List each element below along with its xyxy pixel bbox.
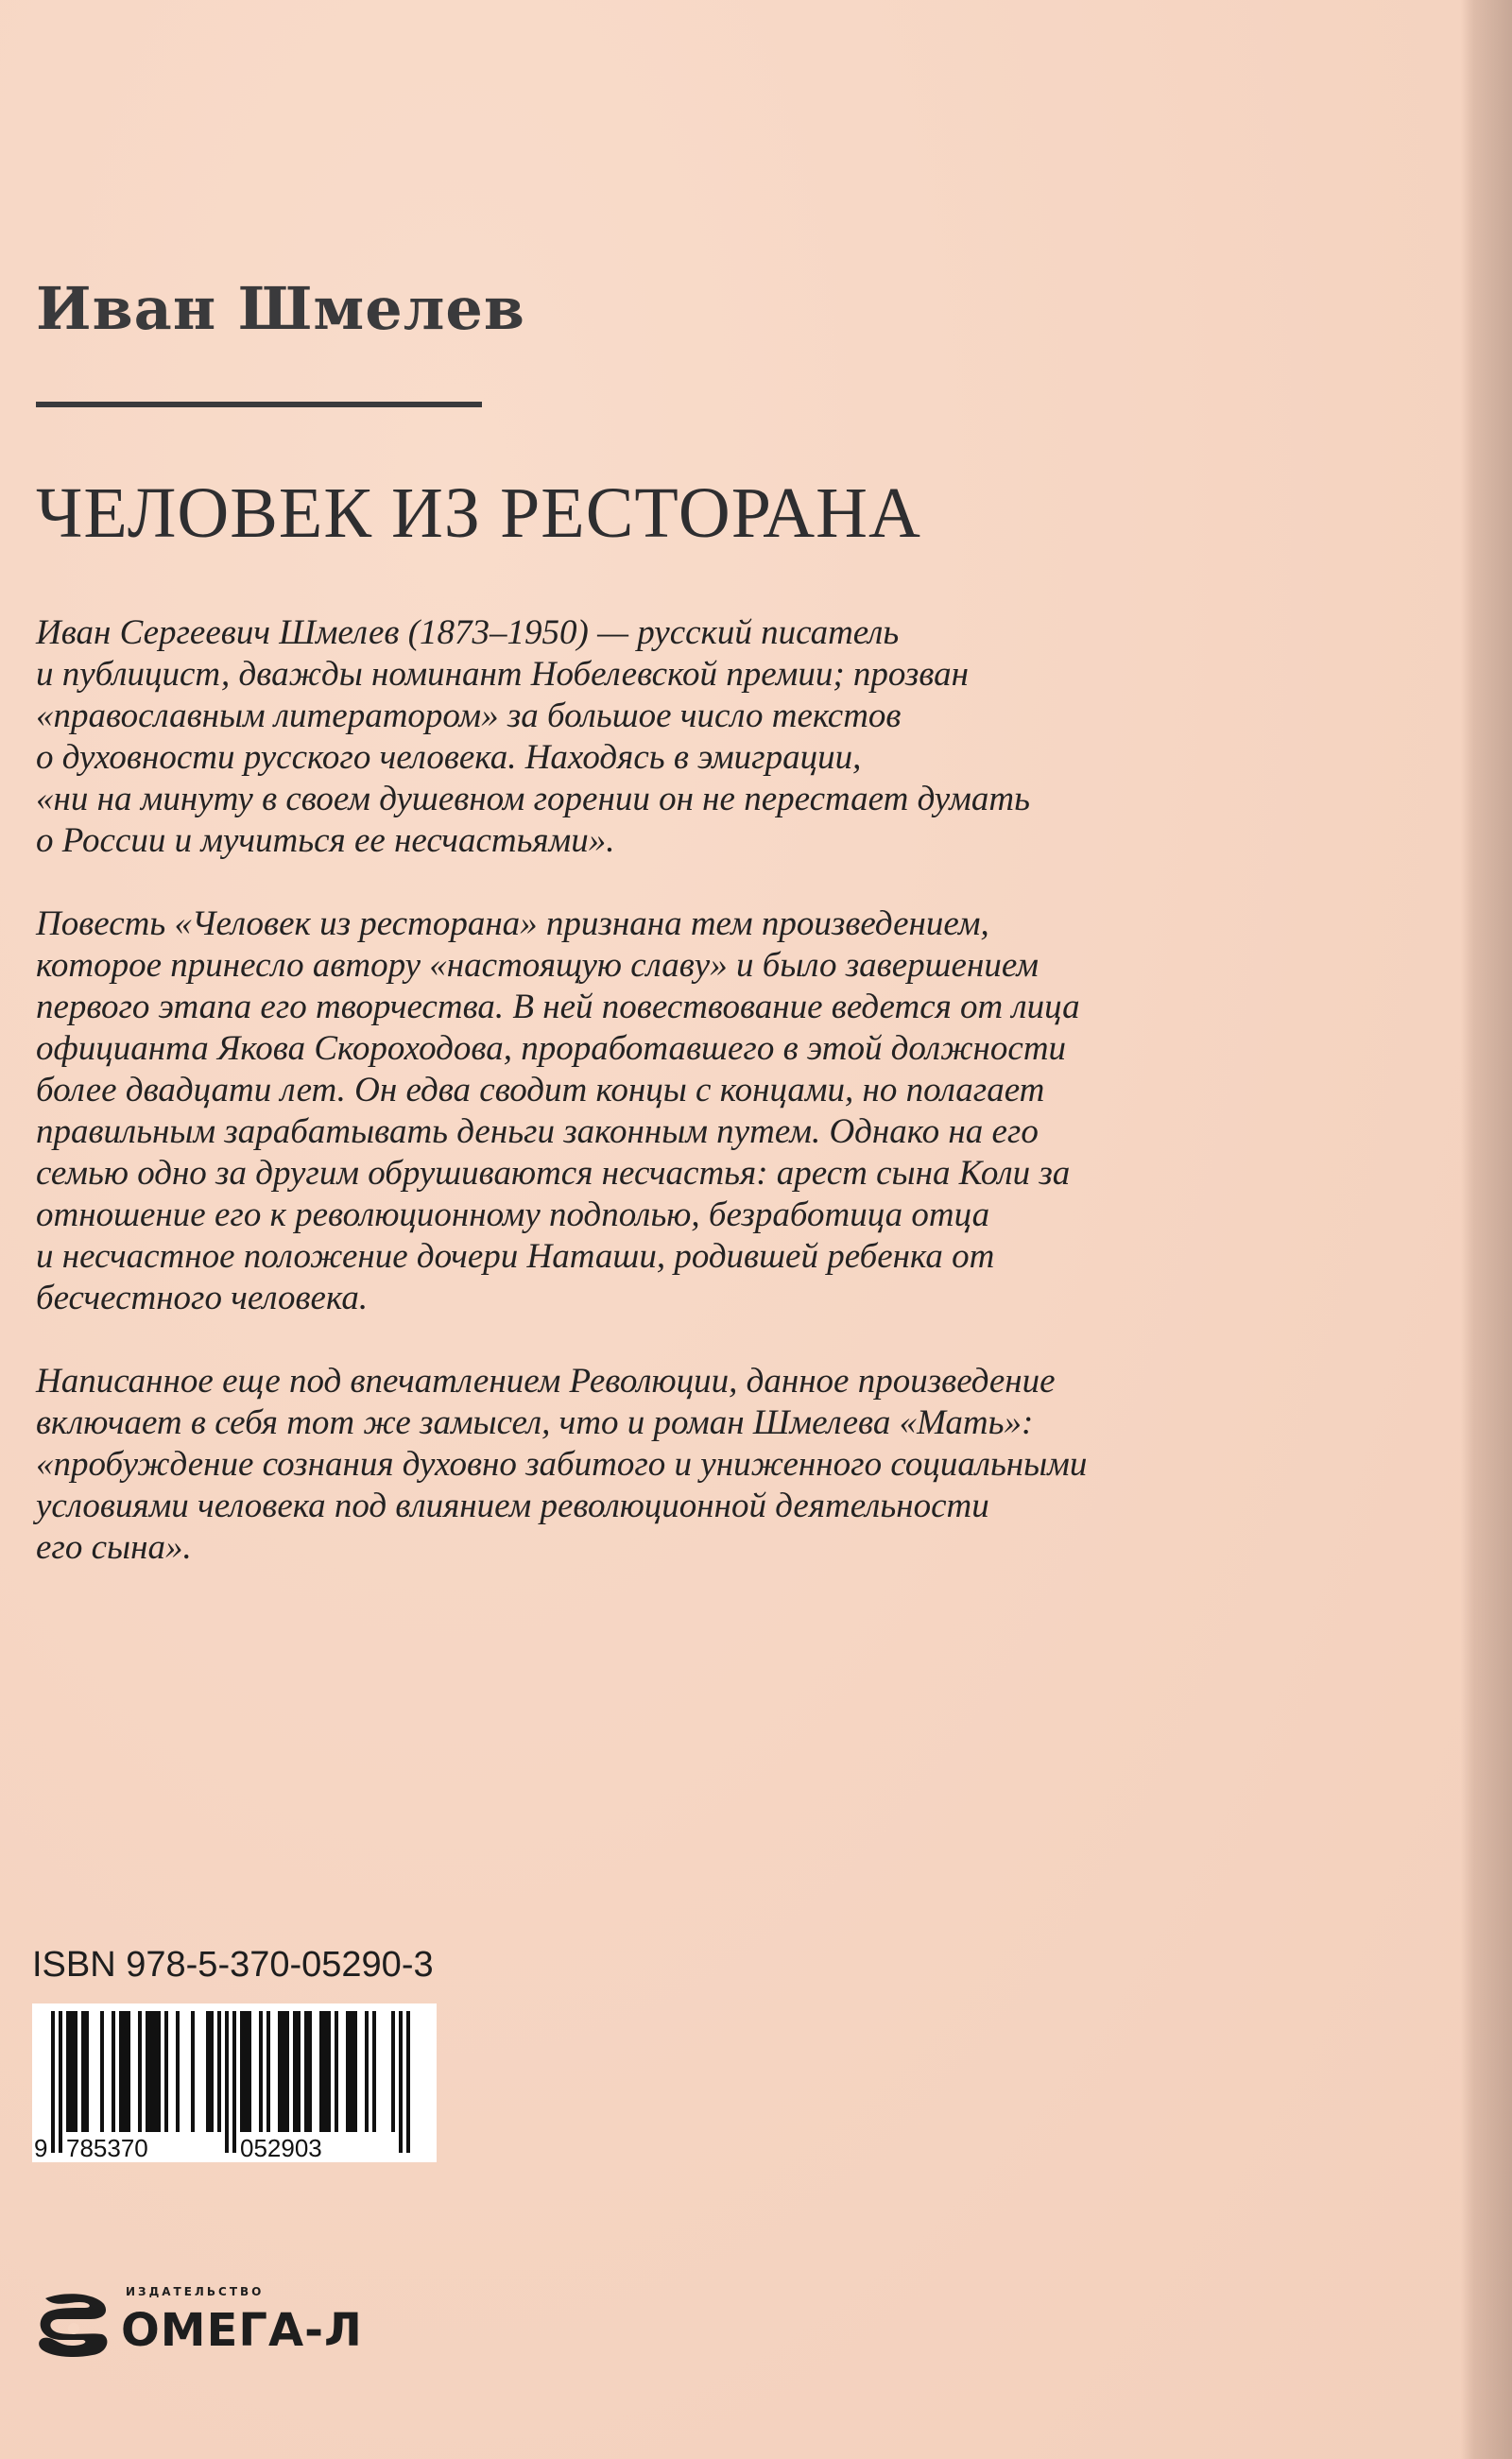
annotation-line: бесчестного человека. (36, 1279, 369, 1317)
barcode-bar (248, 2011, 251, 2132)
barcode-bar (210, 2011, 214, 2132)
barcode-bar (285, 2011, 289, 2132)
barcode-bar (164, 2011, 168, 2132)
annotation-paragraph (36, 1361, 1170, 1569)
author-divider (36, 402, 482, 407)
barcode-bar (365, 2011, 369, 2132)
barcode-bar (297, 2011, 301, 2132)
barcode-bar (119, 2011, 123, 2132)
barcode-bar (327, 2011, 331, 2132)
annotation-line: условиями человека под влиянием революционной деятельности (36, 1487, 989, 1525)
barcode-bar (153, 2011, 157, 2132)
publisher-logo (36, 2285, 363, 2361)
barcode-bar (74, 2011, 77, 2132)
barcode-bar (127, 2011, 130, 2132)
annotation-line: которое принесло автору «настоящую славу» и было завершением (36, 946, 1039, 985)
annotation-line: и публицист, дважды номинант Нобелевской премии; прозван (36, 655, 970, 694)
barcode-bar (81, 2011, 85, 2132)
barcode-bar (308, 2011, 312, 2132)
annotation-line: первого этапа его творчества. В ней повествование ведется от лица (36, 988, 1080, 1026)
barcode-bar (59, 2011, 62, 2153)
book-title: ЧЕЛОВЕК ИЗ РЕСТОРАНА (36, 473, 921, 553)
barcode-bar (225, 2011, 229, 2153)
annotation-line: более двадцати лет. Он едва сводит концы с концами, но полагает (36, 1071, 1045, 1109)
barcode-bar (146, 2011, 149, 2132)
annotation-line: семью одно за другим обрушиваются несчастья: арест сына Коли за (36, 1154, 1071, 1193)
barcode-bar (206, 2011, 210, 2132)
annotation (36, 612, 1170, 1610)
annotation-line: о духовности русского человека. Находясь в эмиграции, (36, 738, 862, 777)
barcode-bar (85, 2011, 89, 2132)
barcode-bar (112, 2011, 115, 2132)
annotation-line: правильным зарабатывать деньги законным путем. Однако на его (36, 1112, 1039, 1151)
annotation-line: отношение его к революционному подполью, безработица отца (36, 1195, 990, 1234)
barcode-bar (353, 2011, 357, 2132)
barcode-right-digits: 052903 (240, 2134, 322, 2162)
barcode-bar (157, 2011, 161, 2132)
barcode-bar (372, 2011, 376, 2132)
barcode-bar (319, 2011, 323, 2132)
barcode-bar (293, 2011, 297, 2132)
barcode-bar (51, 2011, 55, 2153)
barcode-bar (282, 2011, 285, 2132)
barcode-bar (70, 2011, 74, 2132)
publisher-imprint-label: ИЗДАТЕЛЬСТВО (126, 2285, 265, 2298)
annotation-line: его сына». (36, 1528, 192, 1567)
barcode-bar (304, 2011, 308, 2132)
barcode-bar (240, 2011, 244, 2132)
annotation-line: о России и мучиться ее несчастьями». (36, 821, 615, 860)
barcode-bar (278, 2011, 282, 2132)
barcode-bar (176, 2011, 180, 2132)
annotation-line: Повесть «Человек из ресторана» признана тем произведением, (36, 904, 989, 943)
annotation-line: Иван Сергеевич Шмелев (1873–1950) — русский писатель (36, 613, 900, 652)
barcode-bar (391, 2011, 395, 2132)
publisher-emblem-icon (36, 2291, 112, 2359)
barcode-bar (335, 2011, 338, 2132)
annotation-line: «православным литератором» за большое число текстов (36, 696, 902, 735)
barcode-bar (149, 2011, 153, 2132)
annotation-line: Написанное еще под впечатлением Революции, данное произведение (36, 1362, 1056, 1401)
barcode-bar (138, 2011, 142, 2132)
barcode-bar (346, 2011, 350, 2132)
barcode-bar (217, 2011, 221, 2132)
annotation-paragraph (36, 903, 1170, 1319)
isbn: ISBN 978-5-370-05290-3 (32, 1945, 434, 1985)
annotation-line: и несчастное положение дочери Наташи, родившей ребенка от (36, 1237, 995, 1276)
publisher-name: ОМЕГА-Л (121, 2304, 363, 2357)
barcode-bar (232, 2011, 236, 2153)
annotation-paragraph (36, 612, 1170, 862)
barcode-bar (323, 2011, 327, 2132)
barcode-bar (244, 2011, 248, 2132)
barcode-lead-digit: 9 (34, 2134, 48, 2162)
annotation-line: «ни на минуту в своем душевном горении он не перестает думать (36, 780, 1030, 818)
barcode-bar (266, 2011, 270, 2132)
barcode (32, 2003, 437, 2162)
barcode-bar (191, 2011, 195, 2132)
barcode-graphic (32, 2003, 437, 2162)
barcode-bar (66, 2011, 70, 2132)
author-name: Иван Шмелев (36, 274, 525, 343)
barcode-bar (350, 2011, 353, 2132)
barcode-left-digits: 785370 (66, 2134, 148, 2162)
annotation-line: включает в себя тот же замысел, что и роман Шмелева «Мать»: (36, 1403, 1034, 1442)
barcode-bar (399, 2011, 403, 2153)
annotation-line: официанта Якова Скороходова, проработавшего в этой должности (36, 1029, 1067, 1068)
barcode-bar (123, 2011, 127, 2132)
barcode-bar (406, 2011, 410, 2153)
barcode-bar (100, 2011, 104, 2132)
annotation-line: «пробуждение сознания духовно забитого и униженного социальными (36, 1445, 1088, 1484)
barcode-bar (259, 2011, 263, 2132)
